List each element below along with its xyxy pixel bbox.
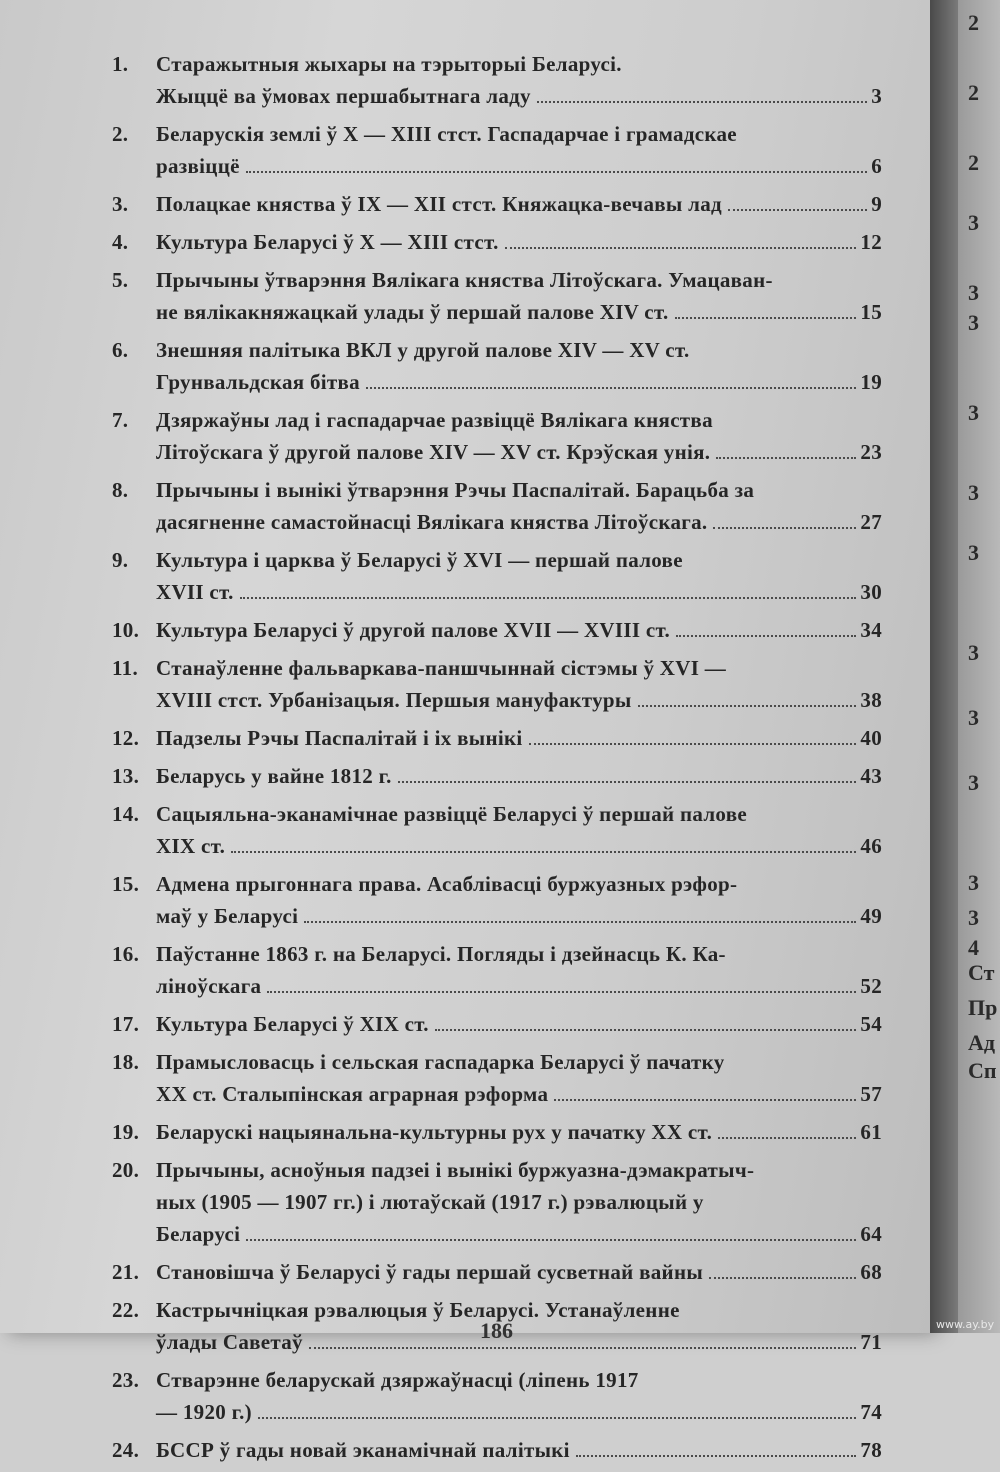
toc-entry <box>112 334 882 398</box>
toc-entry-title-cont: XX ст. Сталыпінская аграрная рэформа <box>156 1082 549 1106</box>
leader-dots <box>258 1396 856 1419</box>
leader-dots <box>246 1218 856 1241</box>
leader-dots <box>676 614 856 637</box>
toc-entry-title-cont: ліноўскага <box>156 974 262 998</box>
leader-dots <box>366 366 856 389</box>
toc-entry <box>112 652 882 716</box>
toc-entry-number: 7. <box>112 408 129 432</box>
toc-entry-page: 64 <box>860 1222 882 1246</box>
toc-entry-page: 27 <box>860 510 882 534</box>
leader-dots <box>240 576 857 599</box>
toc-entry-title-cont: XIX ст. <box>156 834 226 858</box>
toc-entry-title: Беларускія землі ў X — XIII стст. Гаспадарчае і грамадскае <box>156 122 737 146</box>
table-of-contents <box>112 48 882 1472</box>
toc-entry-title: Старажытныя жыхары на тэрыторыі Беларусі. <box>156 52 622 76</box>
toc-entry-title: Прычыны, асноўныя падзеі і вынікі буржуазна-дэмакратыч- <box>156 1158 755 1182</box>
leader-dots <box>246 150 867 173</box>
toc-entry <box>112 868 882 932</box>
toc-entry <box>112 188 882 220</box>
toc-entry-number: 8. <box>112 478 129 502</box>
toc-entry-page: 34 <box>860 618 882 642</box>
toc-entry <box>112 1116 882 1148</box>
toc-entry-title: Полацкае княства ў IX — XII стст. Княжацка-вечавы лад <box>156 192 722 216</box>
toc-entry-title: Беларусь у вайне 1812 г. <box>156 764 392 788</box>
leader-dots <box>576 1434 857 1457</box>
toc-entry-title: Адмена прыгоннага права. Асаблівасці буржуазных рэфор- <box>156 872 738 896</box>
toc-entry <box>112 1256 882 1288</box>
toc-entry-title: Культура Беларусі ў другой палове XVII — XVIII ст. <box>156 618 671 642</box>
toc-entry-page: 46 <box>860 834 882 858</box>
toc-entry-title-cont: Беларусі <box>156 1222 241 1246</box>
adjacent-page-number: 3 <box>968 480 979 505</box>
toc-entry-title-cont: дасягненне самастойнасці Вялікага княства Літоўскага. <box>156 510 708 534</box>
adjacent-page-number: 3 <box>968 280 979 305</box>
toc-entry <box>112 404 882 468</box>
toc-entry-number: 15. <box>112 872 140 896</box>
toc-entry-number: 23. <box>112 1368 140 1392</box>
toc-entry-page: 40 <box>860 726 882 750</box>
toc-entry-number: 19. <box>112 1120 140 1144</box>
leader-dots <box>716 436 856 459</box>
adjacent-page-number: Пр <box>968 995 998 1020</box>
leader-dots <box>537 80 867 103</box>
toc-entry-title-cont: Грунвальдская бітва <box>156 370 360 394</box>
toc-entry-title-cont: Літоўскага ў другой палове XIV — XV ст. Крэўская унія. <box>156 440 711 464</box>
toc-entry-title: Культура Беларусі ў XIX ст. <box>156 1012 429 1036</box>
toc-entry <box>112 938 882 1002</box>
adjacent-page-number: Ст <box>968 960 995 985</box>
toc-entry-number: 5. <box>112 268 129 292</box>
toc-entry <box>112 118 882 182</box>
toc-entry-title: Станаўленне фальваркава-паншчыннай сістэмы ў XVI — <box>156 656 727 680</box>
toc-entry-page: 57 <box>860 1082 882 1106</box>
toc-entry-page: 71 <box>860 1330 882 1354</box>
adjacent-page-number: 3 <box>968 870 979 895</box>
toc-entry-number: 13. <box>112 764 140 788</box>
toc-entry <box>112 722 882 754</box>
toc-entry-title: Дзяржаўны лад і гаспадарчае развіццё Вялікага княства <box>156 408 713 432</box>
toc-entry <box>112 1434 882 1466</box>
toc-entry <box>112 1008 882 1040</box>
toc-entry <box>112 1154 882 1250</box>
toc-entry <box>112 1046 882 1110</box>
leader-dots <box>267 970 856 993</box>
toc-entry-number: 21. <box>112 1260 140 1284</box>
adjacent-page-number: Сп <box>968 1058 997 1083</box>
toc-entry-number: 6. <box>112 338 129 362</box>
toc-entry-page: 54 <box>860 1012 882 1036</box>
toc-entry-number: 4. <box>112 230 129 254</box>
toc-entry-title: Культура і царква ў Беларусі ў XVI — першай палове <box>156 548 683 572</box>
toc-entry-page: 68 <box>860 1260 882 1284</box>
toc-entry-title-cont: XVIII стст. Урбанізацыя. Першыя мануфактуры <box>156 688 632 712</box>
toc-entry-title-cont: не вялікакняжацкай улады ў першай палове XIV ст. <box>156 300 669 324</box>
toc-entry-title-cont: — 1920 г.) <box>156 1400 252 1424</box>
toc-entry-page: 43 <box>860 764 882 788</box>
toc-entry-number: 3. <box>112 192 129 216</box>
toc-entry-title: Беларускі нацыянальна-культурны рух у пачатку XX ст. <box>156 1120 713 1144</box>
adjacent-page-number: 3 <box>968 705 979 730</box>
toc-entry-number: 24. <box>112 1438 140 1462</box>
toc-entry <box>112 226 882 258</box>
toc-entry-number: 12. <box>112 726 140 750</box>
toc-entry-number: 18. <box>112 1050 140 1074</box>
toc-entry-title-cont: XVII ст. <box>156 580 234 604</box>
toc-entry-title-cont: ўлады Саветаў <box>156 1330 303 1354</box>
page-number: 186 <box>480 1318 513 1343</box>
adjacent-page-number: 4 <box>968 935 979 960</box>
toc-entry-page: 12 <box>860 230 882 254</box>
adjacent-page-number: 2 <box>968 150 979 175</box>
watermark: www.ay.by <box>936 1318 995 1331</box>
leader-dots <box>505 226 857 249</box>
adjacent-page-number: 3 <box>968 905 979 930</box>
toc-entry-page: 19 <box>860 370 882 394</box>
adjacent-page-number: Ад <box>968 1030 996 1055</box>
toc-entry-title: БССР ў гады новай эканамічнай палітыкі <box>156 1438 570 1462</box>
toc-entry-number: 20. <box>112 1158 140 1182</box>
adjacent-page-number: 3 <box>968 540 979 565</box>
toc-entry <box>112 474 882 538</box>
adjacent-page <box>958 0 1000 1333</box>
toc-entry-page: 3 <box>871 84 882 108</box>
toc-entry-number: 22. <box>112 1298 140 1322</box>
adjacent-page-number: 2 <box>968 10 979 35</box>
toc-entry-number: 14. <box>112 802 140 826</box>
toc-entry-title: Паўстанне 1863 г. на Беларусі. Погляды і дзейнасць К. Ка- <box>156 942 726 966</box>
leader-dots <box>638 684 857 707</box>
toc-entry-title-cont: маў у Беларусі <box>156 904 299 928</box>
toc-entry-title: Прамысловасць і сельская гаспадарка Беларусі ў пачатку <box>156 1050 725 1074</box>
toc-entry <box>112 798 882 862</box>
toc-entry-title-cont: Жыццё ва ўмовах першабытнага ладу <box>156 84 531 108</box>
toc-entry-page: 23 <box>860 440 882 464</box>
leader-dots <box>728 188 867 211</box>
toc-entry-number: 10. <box>112 618 140 642</box>
leader-dots <box>675 296 857 319</box>
adjacent-page-number: 2 <box>968 80 979 105</box>
toc-entry-title: Стварэнне беларускай дзяржаўнасці (ліпень 1917 <box>156 1368 639 1392</box>
adjacent-page-number: 3 <box>968 640 979 665</box>
toc-entry-page: 78 <box>860 1438 882 1462</box>
toc-entry-number: 17. <box>112 1012 140 1036</box>
leader-dots <box>713 506 856 529</box>
toc-entry-page: 38 <box>860 688 882 712</box>
adjacent-page-number: 3 <box>968 770 979 795</box>
toc-entry-title: Становішча ў Беларусі ў гады першай сусветнай вайны <box>156 1260 704 1284</box>
toc-entry-title: Сацыяльна-эканамічнае развіццё Беларусі ў першай палове <box>156 802 747 826</box>
toc-entry-title: Прычыны ўтварэння Вялікага княства Літоўскага. Умацаван- <box>156 268 773 292</box>
leader-dots <box>709 1256 856 1279</box>
toc-entry-number: 11. <box>112 656 138 680</box>
toc-entry-page: 52 <box>860 974 882 998</box>
toc-entry-page: 6 <box>871 154 882 178</box>
toc-entry <box>112 760 882 792</box>
toc-entry-number: 9. <box>112 548 129 572</box>
adjacent-page-number: 3 <box>968 310 979 335</box>
leader-dots <box>309 1326 857 1349</box>
toc-entry-number: 2. <box>112 122 129 146</box>
toc-entry-title-cont: ных (1905 — 1907 гг.) і лютаўскай (1917 г.) рэвалюцый у <box>156 1190 704 1214</box>
toc-entry <box>112 544 882 608</box>
toc-entry-page: 15 <box>860 300 882 324</box>
toc-entry-title-cont: развіццё <box>156 154 240 178</box>
toc-entry-page: 49 <box>860 904 882 928</box>
leader-dots <box>304 900 856 923</box>
leader-dots <box>231 830 856 853</box>
toc-entry-title: Знешняя палітыка ВКЛ у другой палове XIV — XV ст. <box>156 338 690 362</box>
toc-entry-page: 74 <box>860 1400 882 1424</box>
toc-entry <box>112 614 882 646</box>
toc-entry-title: Кастрычніцкая рэвалюцыя ў Беларусі. Устанаўленне <box>156 1298 680 1322</box>
toc-entry-number: 1. <box>112 52 129 76</box>
toc-entry-title: Падзелы Рэчы Паспалітай і іх вынікі <box>156 726 523 750</box>
leader-dots <box>435 1008 857 1031</box>
toc-entry-title: Культура Беларусі ў X — XIII стст. <box>156 230 499 254</box>
toc-entry <box>112 48 882 112</box>
toc-entry-title: Прычыны і вынікі ўтварэння Рэчы Паспалітай. Барацьба за <box>156 478 755 502</box>
adjacent-page-number: 3 <box>968 400 979 425</box>
toc-entry-page: 30 <box>860 580 882 604</box>
leader-dots <box>529 722 857 745</box>
toc-entry-number: 16. <box>112 942 140 966</box>
leader-dots <box>554 1078 856 1101</box>
adjacent-page-number: 3 <box>968 210 979 235</box>
leader-dots <box>398 760 857 783</box>
toc-entry-page: 61 <box>860 1120 882 1144</box>
leader-dots <box>718 1116 856 1139</box>
toc-entry-page: 9 <box>871 192 882 216</box>
toc-entry <box>112 264 882 328</box>
toc-entry <box>112 1364 882 1428</box>
